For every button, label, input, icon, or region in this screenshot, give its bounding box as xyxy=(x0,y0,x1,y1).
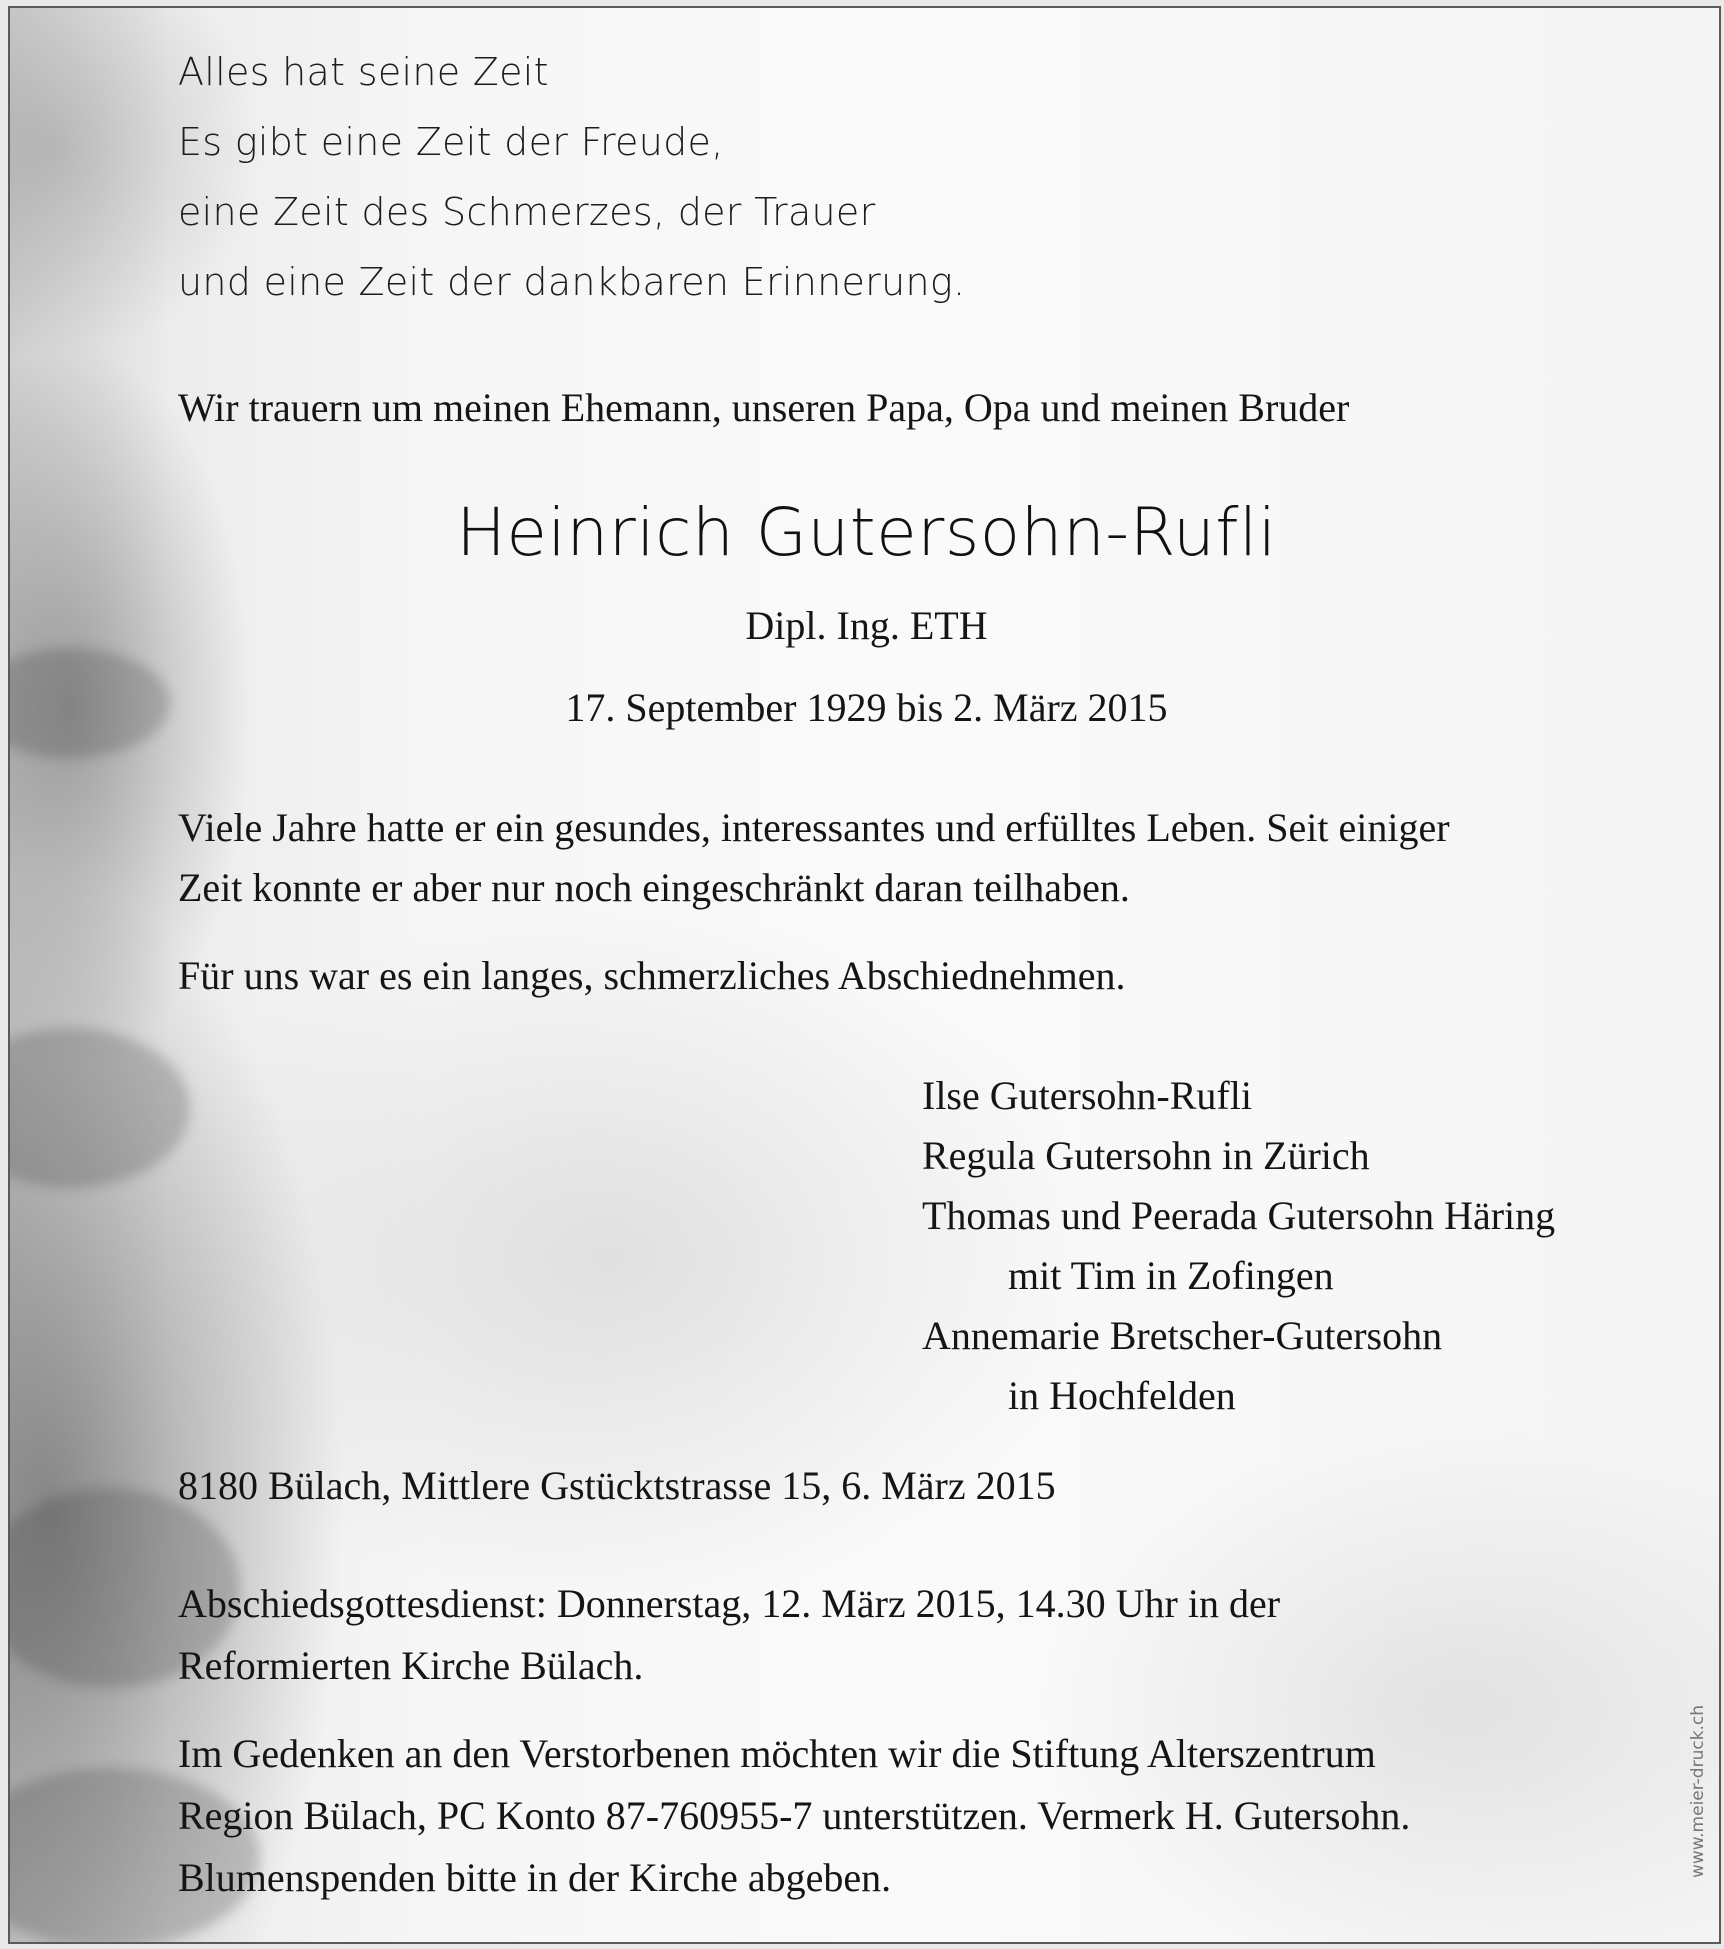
deceased-dates: 17. September 1929 bis 2. März 2015 xyxy=(565,685,1168,730)
donation-line-1: Im Gedenken an den Verstorbenen möchten wir die Stiftung Alterszentrum xyxy=(178,1731,1376,1776)
address-line: 8180 Bülach, Mittlere Gstücktstrasse 15, 6. März 2015 xyxy=(178,1463,1056,1508)
obituary-notice xyxy=(8,6,1721,1944)
donation-line-2: Region Bülach, PC Konto 87-760955-7 unterstützen. Vermerk H. Gutersohn. xyxy=(178,1793,1411,1838)
mourner-line-5: Annemarie Bretscher-Gutersohn xyxy=(922,1313,1443,1358)
service-line-1: Abschiedsgottesdienst: Donnerstag, 12. März 2015, 14.30 Uhr in der xyxy=(178,1581,1281,1626)
mourner-line-1: Ilse Gutersohn-Rufli xyxy=(922,1073,1252,1118)
mourner-line-4: mit Tim in Zofingen xyxy=(1008,1253,1334,1298)
mourner-line-6: in Hochfelden xyxy=(1008,1373,1236,1418)
poem-line-4: und eine Zeit der dankbaren Erinnerung. xyxy=(178,260,966,304)
body-line-1: Viele Jahre hatte er ein gesundes, interessantes und erfülltes Leben. Seit einiger xyxy=(178,805,1450,850)
service-line-2: Reformierten Kirche Bülach. xyxy=(178,1643,644,1688)
background-rock xyxy=(8,1028,190,1188)
intro-text: Wir trauern um meinen Ehemann, unseren Papa, Opa und meinen Bruder xyxy=(178,385,1350,430)
poem-line-2: Es gibt eine Zeit der Freude, xyxy=(178,120,724,164)
deceased-title: Dipl. Ing. ETH xyxy=(745,603,988,648)
poem-line-1: Alles hat seine Zeit xyxy=(178,50,549,94)
mourner-line-2: Regula Gutersohn in Zürich xyxy=(922,1133,1370,1178)
donation-line-3: Blumenspenden bitte in der Kirche abgeben. xyxy=(178,1855,892,1900)
printer-watermark: www.meier-druck.ch xyxy=(1688,1704,1708,1878)
body-line-3: Für uns war es ein langes, schmerzliches Abschiednehmen. xyxy=(178,953,1126,998)
poem-line-3: eine Zeit des Schmerzes, der Trauer xyxy=(178,190,876,234)
mourner-line-3: Thomas und Peerada Gutersohn Häring xyxy=(922,1193,1556,1238)
deceased-name: Heinrich Gutersohn-Rufli xyxy=(456,494,1277,571)
body-line-2: Zeit konnte er aber nur noch eingeschränkt daran teilhaben. xyxy=(178,865,1130,910)
